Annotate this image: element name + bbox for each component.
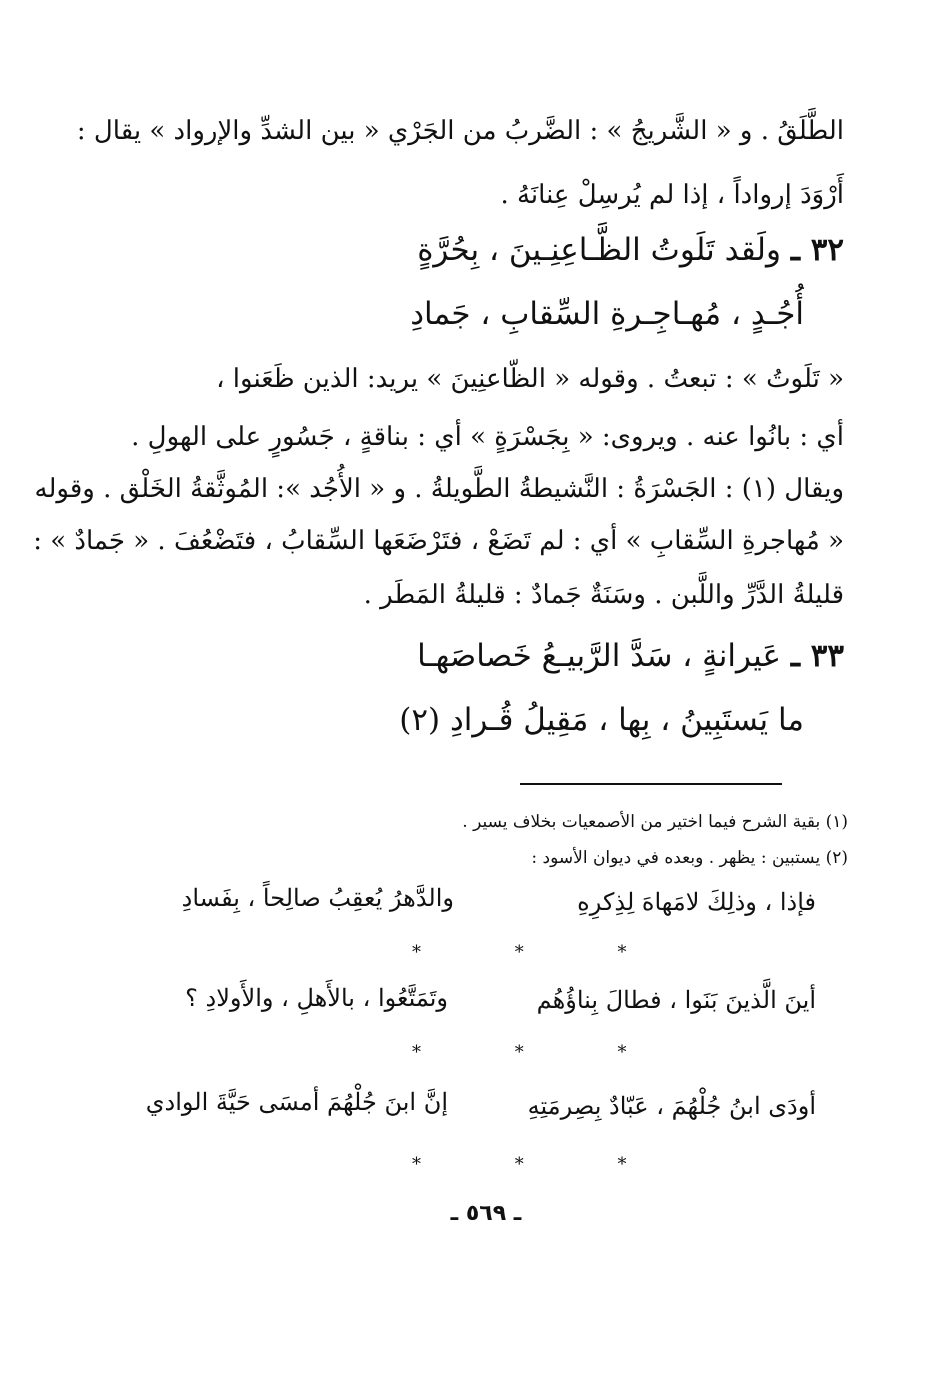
body-text-line: الطَّلَقُ . و « الشَّريجُ » : الضَّربُ من الجَرْي « بين الشدِّ والإرواد » يقال :	[76, 116, 844, 146]
commentary-line: « مُهاجرةِ السِّقابِ » أي : لم تَضَعْ ، فتَرْضَعَها السِّقابُ ، فتَضْعُفَ . « جَمادٌ » :	[33, 526, 844, 556]
verse-32-first-hemistich	[417, 232, 844, 268]
appendix-verse-right-hemistich: أينَ الَّذينَ بَنَوا ، فطالَ بِناؤُهُم	[536, 986, 816, 1014]
footnote-1: (١) بقية الشرح فيما اختير من الأصمعيات بخلاف يسير .	[462, 812, 848, 832]
appendix-verse-right-hemistich: فإذا ، وذلِكَ لامَهاهَ لِذِكرِهِ	[577, 888, 816, 916]
verse-number: ٣٣ ـ	[790, 638, 844, 674]
footnote-separator-rule	[520, 783, 782, 785]
commentary-line: قليلةُ الدَّرِّ واللَّبن . وسَنَةٌ جَمادٌ : قليلةُ المَطَر .	[363, 580, 844, 610]
verse-33-second-hemistich: ما يَستَبِينُ ، بِها ، مَقِيلُ قُـرادِ (٢)	[399, 702, 804, 738]
separator-stars: * * *	[412, 942, 671, 963]
page-number: ـ ٥٦٩ ـ	[450, 1201, 522, 1226]
verse-32-second-hemistich: أُجُـدٍ ، مُهـاجِـرةِ السِّقابِ ، جَمادِ	[410, 296, 804, 332]
appendix-verse-right-hemistich: أودَى ابنُ جُلْهُمَ ، عَبّادٌ بِصِرمَتِهِ	[527, 1092, 816, 1120]
commentary-line: أي : بانُوا عنه . ويروى: « بِجَسْرَةٍ » أي : بناقةٍ ، جَسُورٍ على الهولِ .	[131, 422, 844, 452]
separator-stars: * * *	[412, 1042, 671, 1063]
verse-33-first-hemistich	[417, 638, 844, 674]
body-text-line: أَرْوَدَ إرواداً ، إذا لم يُرسِلْ عِنانَهُ .	[500, 180, 844, 210]
commentary-line: ويقال (١) : الجَسْرَةُ : النَّشيطةُ الطَّويلةُ . و « الأُجُد »: المُوثَّقةُ الخَلْق . وقوله	[34, 474, 844, 504]
footnote-2: (٢) يستبين : يظهر . وبعده في ديوان الأسود :	[531, 848, 848, 868]
separator-stars: * * *	[412, 1154, 671, 1175]
appendix-verse-left-hemistich: إنَّ ابنَ جُلْهُمَ أمسَى حَيَّةَ الوادي	[145, 1088, 448, 1116]
verse-text: ولَقد تَلَوتُ الظَّـاعِنِـينَ ، بِحُرَّةٍ	[417, 232, 781, 268]
commentary-line: « تَلَوتُ » : تبعتُ . وقوله « الظّاعنِينَ » يريد: الذين ظَعَنوا ،	[216, 364, 844, 394]
appendix-verse-left-hemistich: والدَّهرُ يُعقِبُ صالِحاً ، بِفَسادِ	[181, 884, 454, 912]
verse-text: عَيرانةٍ ، سَدَّ الرَّبيـعُ خَصاصَهـا	[417, 638, 781, 674]
appendix-verse-left-hemistich: وتَمَتَّعُوا ، بالأَهلِ ، والأَولادِ ؟	[185, 984, 448, 1012]
verse-number: ٣٢ ـ	[790, 232, 844, 268]
